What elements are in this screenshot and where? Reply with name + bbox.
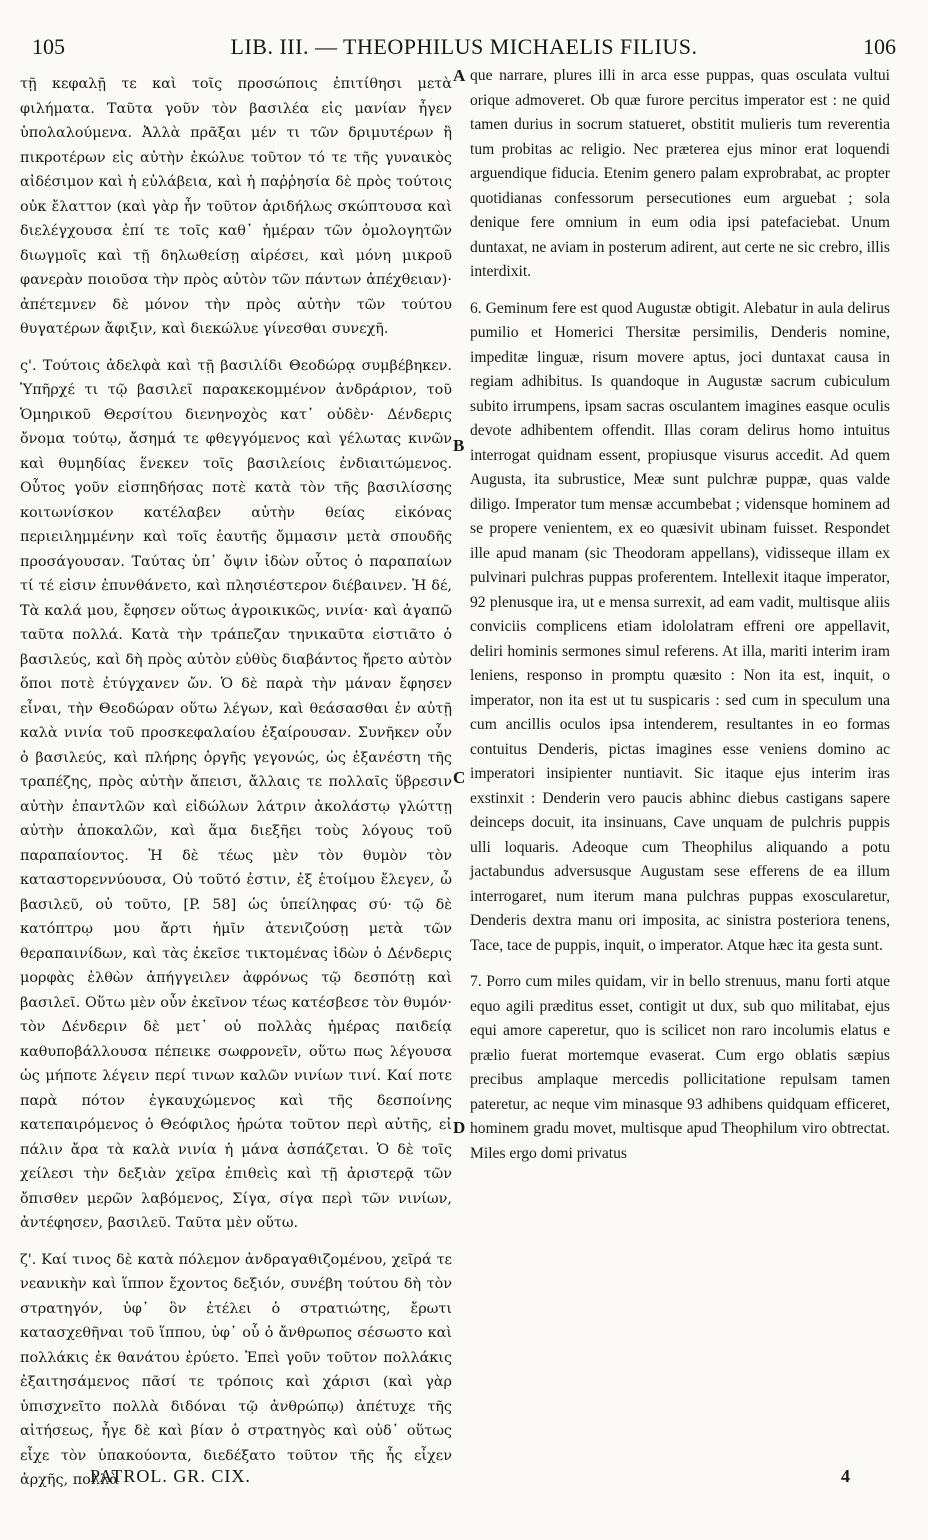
printer-signature: PATROL. GR. CIX. bbox=[90, 1466, 251, 1486]
greek-paragraph: ς'. Τούτοις ἀδελφὰ καὶ τῇ βασιλίδι Θεοδώρᾳ συμβέβηκεν. Ὑπῆρχέ τι τῷ βασιλεῖ παρακεκομμένον ἀνδράριον, τοῦ Ὁμηρικοῦ Θερσίτου διενηνοχὸς κατ᾿ οὐδὲν· Δένδερις ὄνομα τούτῳ, ἄσημά τε φθεγγόμενος καὶ γέλωτας κινῶν καὶ θυμηδίας ἕνεκεν τοῖς βασιλείοις ἐνδιαιτώμενος. Οὗτος γοῦν εἰσπηδήσας ποτὲ κατὰ τὸν τῆς βασιλίσσης κοιτωνίσκον κατέλαβεν αὐτὴν θείας εἰκόνας περιειλημμένην καὶ τοῖς ἑαυτῆς ὄμμασιν μετὰ σπουδῆς προσάγουσαν. Ταύτας ὑπ᾿ ὄψιν ἰδὼν οὗτος ὁ παραπαίων τί τέ εἰσιν ἐπυνθάνετο, καὶ πλησιέστερον διέβαινεν. Ἡ δέ, Τὰ καλά μου, ἔφησεν οὕτως ἀγροικικῶς, νινία· καὶ ἀγαπῶ ταῦτα πολλά. Κατὰ τὴν τράπεζαν τηνικαῦτα εἱστιᾶτο ὁ βασιλεύς, καὶ δὴ πρὸς αὐτὸν εὐθὺς διαβάντος ἤρετο αὐτὸν ὅποι ποτὲ ἐτύγχανεν ὤν. Ὁ δὲ παρὰ τὴν μάναν ἔφησεν εἶναι, τὴν Θεοδώραν οὕτω λέγων, καὶ θεάσασθαι ἐν αὐτῇ καλὰ νινία τοῦ προσκεφαλαίου ἐξαίρουσαν. Συνῆκεν οὖν ὁ βασιλεύς, καὶ πλήρης ὀργῆς γεγονώς, ὡς ἐξανέστη τῆς τραπέζης, πρὸς αὐτὴν ἄπεισι, ἄλλαις τε πολλαῖς ὕβρεσιν αὐτὴν ἐπαντλῶν καὶ εἰδώλων λάτριν ἀκολάστῳ γλώττῃ αὐτὴν ἀποκαλῶν, καὶ ἅμα διεξῆει τοὺς λόγους τοῦ παραπαίοντος. Ἡ δὲ τέως μὲν τὸν θυμὸν τὸν καταστορεννύουσα, Οὐ τοῦτό ἐστιν, ἐξ ἑτοίμου ἔλεγεν, ὦ βασιλεῦ, οὐ τοῦτο, [P. 58] ὡς ὑπείληφας σύ· τῷ δὲ κατόπτρῳ μου ἄρτι ἡμῖν ἀτενιζούσῃ μετὰ τῶν θεραπαινίδων, καὶ τὰς ἐκεῖσε τικτομένας ἰδὼν ὁ Δένδερις μορφὰς ἐλθὼν ἀπήγγειλεν ἀφρόνως τῷ δεσπότῃ καὶ βασιλεῖ. Οὕτω μὲν οὖν ἐκεῖνον τέως κατέσβεσε τὸν θυμόν· τὸν Δένδεριν δὲ μετ᾿ οὐ πολλὰς ἡμέρας παιδείᾳ καθυποβάλλουσα πέπεικε σωφρονεῖν, οὕτω πως λέγουσα ὡς μήποτε λέγειν περί τινων καλῶν νινίων τινί. Καί ποτε παρὰ πότον ἐγκαυχώμενος καὶ τῆς δεσποίνης κατεπαιρόμενος ὁ Θεόφιλος ἠρώτα τοῦτον περὶ αὐτῆς, εἰ πάλιν ἄρα τὰ καλὰ νινία ἡ μάνα ἀσπάζεται. Ὁ δὲ τοῖς χείλεσι τὴν δεξιὰν χεῖρα ἐπιθεὶς καὶ τῇ ἀριστερᾷ τῶν ὄπισθεν μερῶν λαβόμενος, Σίγα, σίγα περὶ τῶν νινίων, ἀντέφησεν, βασιλεῦ. Ταῦτα μὲν οὕτω. bbox=[20, 357, 452, 1231]
page-footer bbox=[90, 1466, 850, 1487]
section-marker: B bbox=[453, 436, 465, 455]
left-page-number: 105 bbox=[32, 34, 65, 59]
right-page-number: 106 bbox=[862, 34, 896, 59]
section-marker: A bbox=[453, 66, 466, 85]
greek-paragraph: τῇ κεφαλῇ τε καὶ τοῖς προσώποις ἐπιτίθησι μετὰ φιλήματα. Ταῦτα γοῦν τὸν βασιλέα εἰς μανίαν ἦγεν ὑπολαλούμενα. Ἀλλὰ πρᾶξαι μέν τι τῶν δριμυτέρων ἢ πικροτέρων εἰς αὐτὴν ἐκώλυε τοῦτον τό τε τῆς γυναικὸς αἰδέσιμον καὶ ἡ εὐλάβεια, καὶ ἡ παῤῥησία δὲ πρὸς τούτοις οὐκ ἔλαττον (καὶ γὰρ ἦν τοῦτον ἀριδήλως σκώπτουσα καὶ διελέγχουσα ἐπί τε τοῖς καθ᾿ ἡμέραν τῶν ὁμολογητῶν διωγμοῖς καὶ τῇ δηλωθείσῃ αἱρέσει, καὶ μόνη μικροῦ φανερὰν ποιοῦσα τὴν πρὸς αὐτὸν τῶν πάντων ἀπέχθειαν)· ἀπέτεμνεν δὲ μόνον τὴν πρὸς αὐτὴν τῶν τούτου θυγατέρων ἄφιξιν, καὶ διεκώλυε γίνεσθαι συνεχῆ. bbox=[20, 76, 452, 337]
running-title: LIB. III. — THEOPHILUS MICHAELIS FILIUS. bbox=[230, 34, 698, 59]
section-marker: D bbox=[453, 1118, 466, 1137]
latin-paragraph: que narrare, plures illi in arca esse puppas, quas osculata vultui orique admoveret. Ob quæ furore percitus imperator est : ne quid tamen durius in socrum statueret, obstitit mulieris tum reverentia tum probitas ac religio. Nec præterea ejus minor erat loquendi arguendique fiducia. Etenim genero palam exprobrabat, ac propter quotidianas confessorum persecutiones eum arguebat ; sola denique fere omnium in eum odia ipsi patefaciebat. Unum duntaxat, ne aviam in posterum adirent, aut certe ne sic crebro, illis interdixit. bbox=[470, 67, 890, 280]
greek-paragraph: ζ'. Καί τινος δὲ κατὰ πόλεμον ἀνδραγαθιζομένου, χεῖρά τε νεανικὴν καὶ ἵππον ἔχοντος δεξιόν, συνέβη τούτου δὴ τὸν στρατηγόν, ὑφ᾿ ὃν ἐτέλει ὁ στρατιώτης, ἔρωτι κατασχεθῆναι τοῦ ἵππου, ὑφ᾿ οὗ ὁ ἄνθρωπος σέσωστο καὶ πολλάκις ἐκ θανάτου ἐρύετο. Ἐπεὶ γοῦν τοῦτον πολλάκις ἐξαιτησάμενος πᾶσί τε τρόποις καὶ χάρισι (καὶ γὰρ ὑπισχνεῖτο πολλὰ διδόναι τῷ ἀνθρώπῳ) ἀπέτυχε τῆς αἰτήσεως, ἦγε δὲ καὶ βίαν ὁ στρατηγὸς καὶ οὐδ᾿ οὕτως εἶχε τὸν ὑπακούοντα, διεδέξατο τοῦτον τῆς ἧς εἶχεν ἀρχῆς, πολλὰ bbox=[20, 1251, 452, 1488]
latin-column bbox=[470, 64, 890, 1166]
section-marker: C bbox=[453, 768, 466, 787]
latin-paragraph: 7. Porro cum miles quidam, vir in bello strenuus, manu forti atque equo agili præditus esset, contigit ut dux, sub quo militabat, ejus equi amore caperetur, quo is scilicet non raro incolumis elatus e prælio fuerat mortemque evaserat. Cum ergo oblatis sæpius precibus amplaque mercedis pollicitatione repulsam tamen pateretur, ac neque vim minasque 93 adhibens quidquam efficeret, hominem gradu movet, multisque apud Theophilum viro obtrectat. Miles ergo domi privatus bbox=[470, 973, 890, 1162]
sheet-number: 4 bbox=[841, 1466, 850, 1486]
latin-paragraph: 6. Geminum fere est quod Augustæ obtigit. Alebatur in aula delirus pumilio et Homerici Thersitæ persimilis, Denderis nomine, impeditæ linguæ, risum movere aptus, joci duntaxat causa in regiam adhibitus. Is quandoque in Augustæ sacrum cubiculum subito irrumpens, ipsam sacras osculantem imagines easque oculis devote adhibentem offendit. Illas coram delirus homo intuitus interrogat quidnam essent, propiusque visurus accedit. Ad quem Augusta, ita subrustice, Meæ sunt pulchræ puppæ, quas valde diligo. Imperator tum mensæ accumbebat ; vidensque hominem ad se propere venientem, ex eo quæsivit ubinam fuisset. Respondet ille apud manam (sic Theodoram appellans), vidisseque illam ex pulvinari pulchras puppas proferentem. Intellexit itaque imperator, 92 plenusque ira, ut e mensa surrexit, ad eam vadit, multisque aliis conviciis complicens etiam idololatram effreni ore appellavit, deliri hominis sermones simul referens. At illa, mariti interim iram leniens, responso in promptu quæsito : Non ita est, inquit, o imperator, non ita est ut tu suspicaris : sed cum in speculum una cum ancillis oculos ipsa intenderem, resultantes in eo formas contuitus Denderis, pictas imagines esse veniens domino ac imperatori insipienter nuntiavit. Sic itaque ejus interim iras exstinxit : Denderin vero paucis abhinc diebus castigans sapere deinceps docuit, ita insinuans, Cave unquam de pulchris puppis ulli loquaris. Adeoque cum Theophilus aliquando a potu jactabundus adversusque Augustam sese efferens de ea illum interrogaret, num iterum mana pulchras puppas exoscularetur, Denderis dextra manu ori imposita, ac sinistra posteriora tenens, Tace, tace de puppis, inquit, o imperator. Atque hæc ita gesta sunt. bbox=[470, 299, 890, 954]
greek-column bbox=[20, 72, 452, 1493]
running-header bbox=[32, 30, 896, 64]
